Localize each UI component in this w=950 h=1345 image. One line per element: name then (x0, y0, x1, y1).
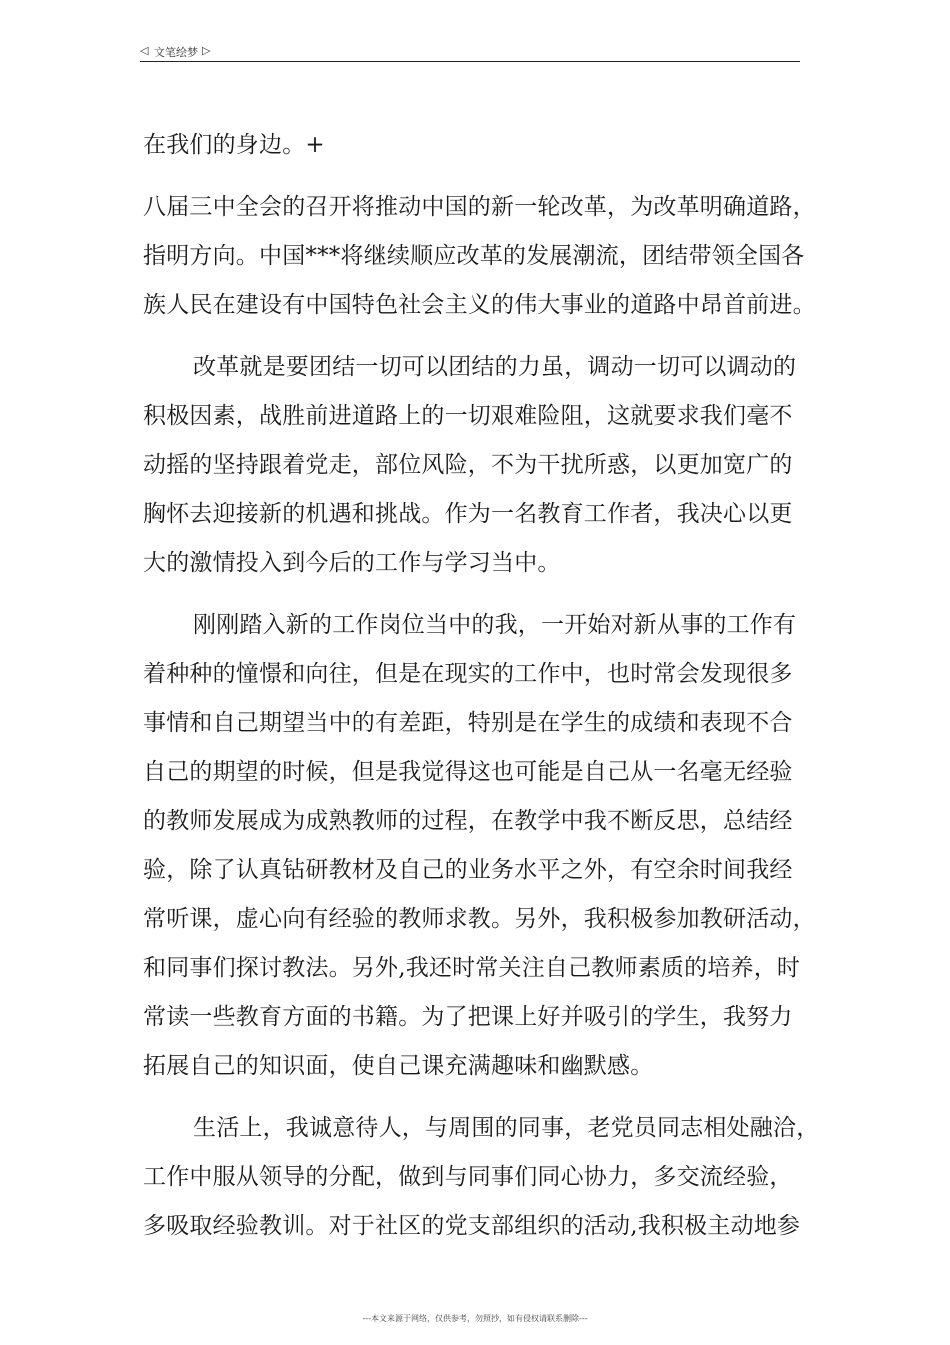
text-line: 动摇的坚持跟着党走，部位风险，不为干扰所惑，以更加宽广的 (143, 452, 793, 478)
text-line: 和同事们探讨教法。另外,我还时常关注自己教师素质的培养，时 (143, 955, 801, 981)
text-line: 族人民在建设有中国特色社会主义的伟大事业的道路中昂首前进。 (143, 292, 816, 318)
header-title: 文笔绘梦 (154, 46, 198, 59)
paragraph (143, 1109, 820, 1256)
text-line: 拓展自己的知识面，使自己课充满趣味和幽默感。 (143, 1053, 654, 1079)
text-line: 胸怀去迎接新的机遇和挑战。作为一名教育工作者，我决心以更 (143, 501, 793, 527)
text-line: 事情和自己期望当中的有差距，特别是在学生的成绩和表现不合 (143, 710, 793, 736)
paragraph (143, 188, 816, 335)
text-line: 工作中服从领导的分配，做到与同事们同心协力，多交流经验， (143, 1164, 793, 1190)
text-line: 验，除了认真钻研教材及自己的业务水平之外，有空余时间我经 (143, 857, 793, 883)
page-footer: ---本文来源于网络，仅供参考，勿照抄，如有侵权请联系删除--- (362, 1314, 588, 1323)
left-arrow-icon: ◁ (140, 44, 149, 57)
text-line: 改革就是要团结一切可以团结的力虽，调动一切可以调动的 (193, 354, 797, 380)
text-line: 常读一些教育方面的书籍。为了把课上好并吸引的学生，我努力 (143, 1004, 793, 1030)
text-line: 的教师发展成为成熟教师的过程，在教学中我不断反思，总结经 (143, 808, 793, 834)
text-line: 常听课，虚心向有经验的教师求教。另外，我积极参加教研活动， (143, 906, 816, 932)
text-line: 刚刚踏入新的工作岗位当中的我，一开始对新从事的工作有 (193, 612, 797, 638)
paragraph (143, 126, 809, 175)
text-line: 指明方向。中国***将继续顺应改革的发展潮流，团结带领全国各 (143, 243, 805, 269)
paragraph (143, 606, 816, 1096)
paragraph-gap (143, 1096, 809, 1109)
text-line: 多吸取经验教训。对于社区的党支部组织的活动,我积极主动地参 (143, 1213, 801, 1239)
header-divider (140, 61, 800, 62)
page-header (140, 44, 800, 62)
right-arrow-icon: ▷ (202, 44, 211, 57)
text-line: 在我们的身边。+ (143, 132, 325, 158)
paragraph-gap (143, 593, 809, 606)
text-line: 大的激情投入到今后的工作与学习当中。 (143, 550, 561, 576)
paragraph-gap (143, 335, 809, 348)
paragraph (143, 348, 809, 593)
text-line: 自己的期望的时候，但是我觉得这也可能是自己从一名毫无经验 (143, 759, 793, 785)
paragraph-gap (143, 175, 809, 188)
text-line: 着种种的憧憬和向往，但是在现实的工作中，也时常会发现很多 (143, 661, 793, 687)
text-line: 积极因素，战胜前进道路上的一切艰难险阻，这就要求我们毫不 (143, 403, 793, 429)
document-body (143, 126, 820, 1256)
text-line: 八届三中全会的召开将推动中国的新一轮改革，为改革明确道路， (143, 194, 816, 220)
text-line: 生活上，我诚意待人，与周围的同事，老党员同志相处融洽， (193, 1115, 820, 1141)
